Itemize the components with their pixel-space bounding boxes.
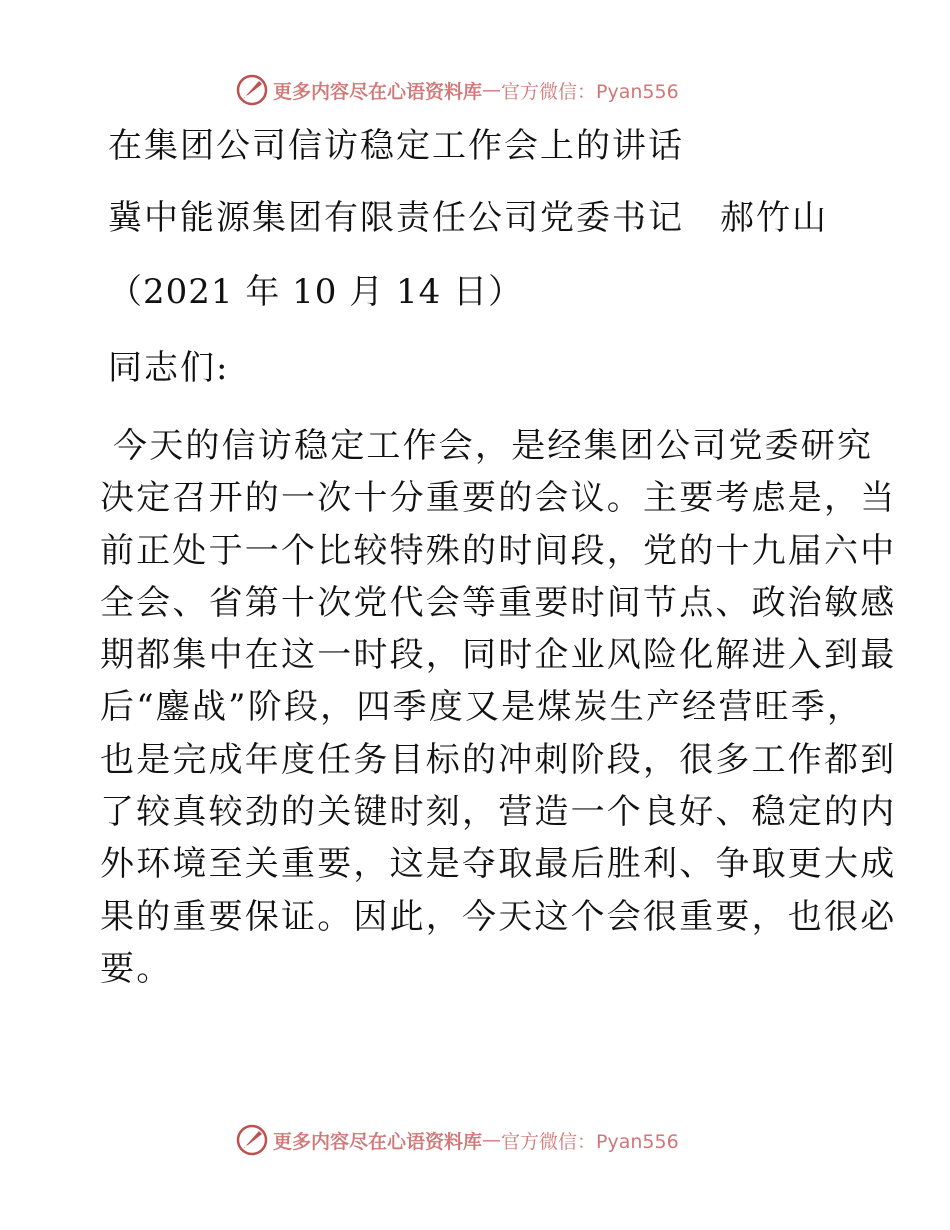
quill-logo-icon <box>235 1123 269 1157</box>
header-watermark <box>235 72 679 108</box>
paragraph-line: 前正处于一个比较特殊的时间段，党的十九届六中 <box>100 530 897 571</box>
body-paragraph <box>100 420 897 995</box>
paragraph-line: 了较真较劲的关键时刻，营造一个良好、稳定的内 <box>100 792 897 833</box>
dash: — <box>482 79 502 101</box>
dash: — <box>482 1129 502 1151</box>
paragraph-line: 后“鏖战”阶段，四季度又是煤炭生产经营旺季， <box>100 687 864 728</box>
paragraph-line: 也是完成年度任务目标的冲刺阶段，很多工作都到 <box>100 739 897 780</box>
footer-watermark <box>235 1122 679 1158</box>
promo-text: 更多内容尽在心语资料库 <box>273 80 483 103</box>
promo-text: 更多内容尽在心语资料库 <box>273 1130 483 1153</box>
paragraph-line: 今天的信访稳定工作会，是经集团公司党委研究 <box>100 426 874 466</box>
official-wechat: 官方微信：Pyan556 <box>501 80 679 103</box>
paragraph-line: 要。 <box>100 948 173 989</box>
quill-logo-icon <box>235 73 269 107</box>
paragraph-line: 果的重要保证。因此，今天这个会很重要，也很必 <box>100 896 897 937</box>
greeting: 同志们: <box>108 348 230 388</box>
doc-author: 冀中能源集团有限责任公司党委书记 郝竹山 <box>108 198 828 238</box>
paragraph-line: 全会、省第十次党代会等重要时间节点、政治敏感 <box>100 582 897 623</box>
paragraph-line: 决定召开的一次十分重要的会议。主要考虑是，当 <box>100 478 897 519</box>
official-wechat: 官方微信：Pyan556 <box>501 1130 679 1153</box>
paragraph-line: 期都集中在这一时段，同时企业风险化解进入到最 <box>100 635 897 676</box>
doc-title: 在集团公司信访稳定工作会上的讲话 <box>108 126 684 166</box>
doc-date: （2021 年 10 月 14 日） <box>108 272 524 312</box>
paragraph-line: 外环境至关重要，这是夺取最后胜利、争取更大成 <box>100 844 897 885</box>
